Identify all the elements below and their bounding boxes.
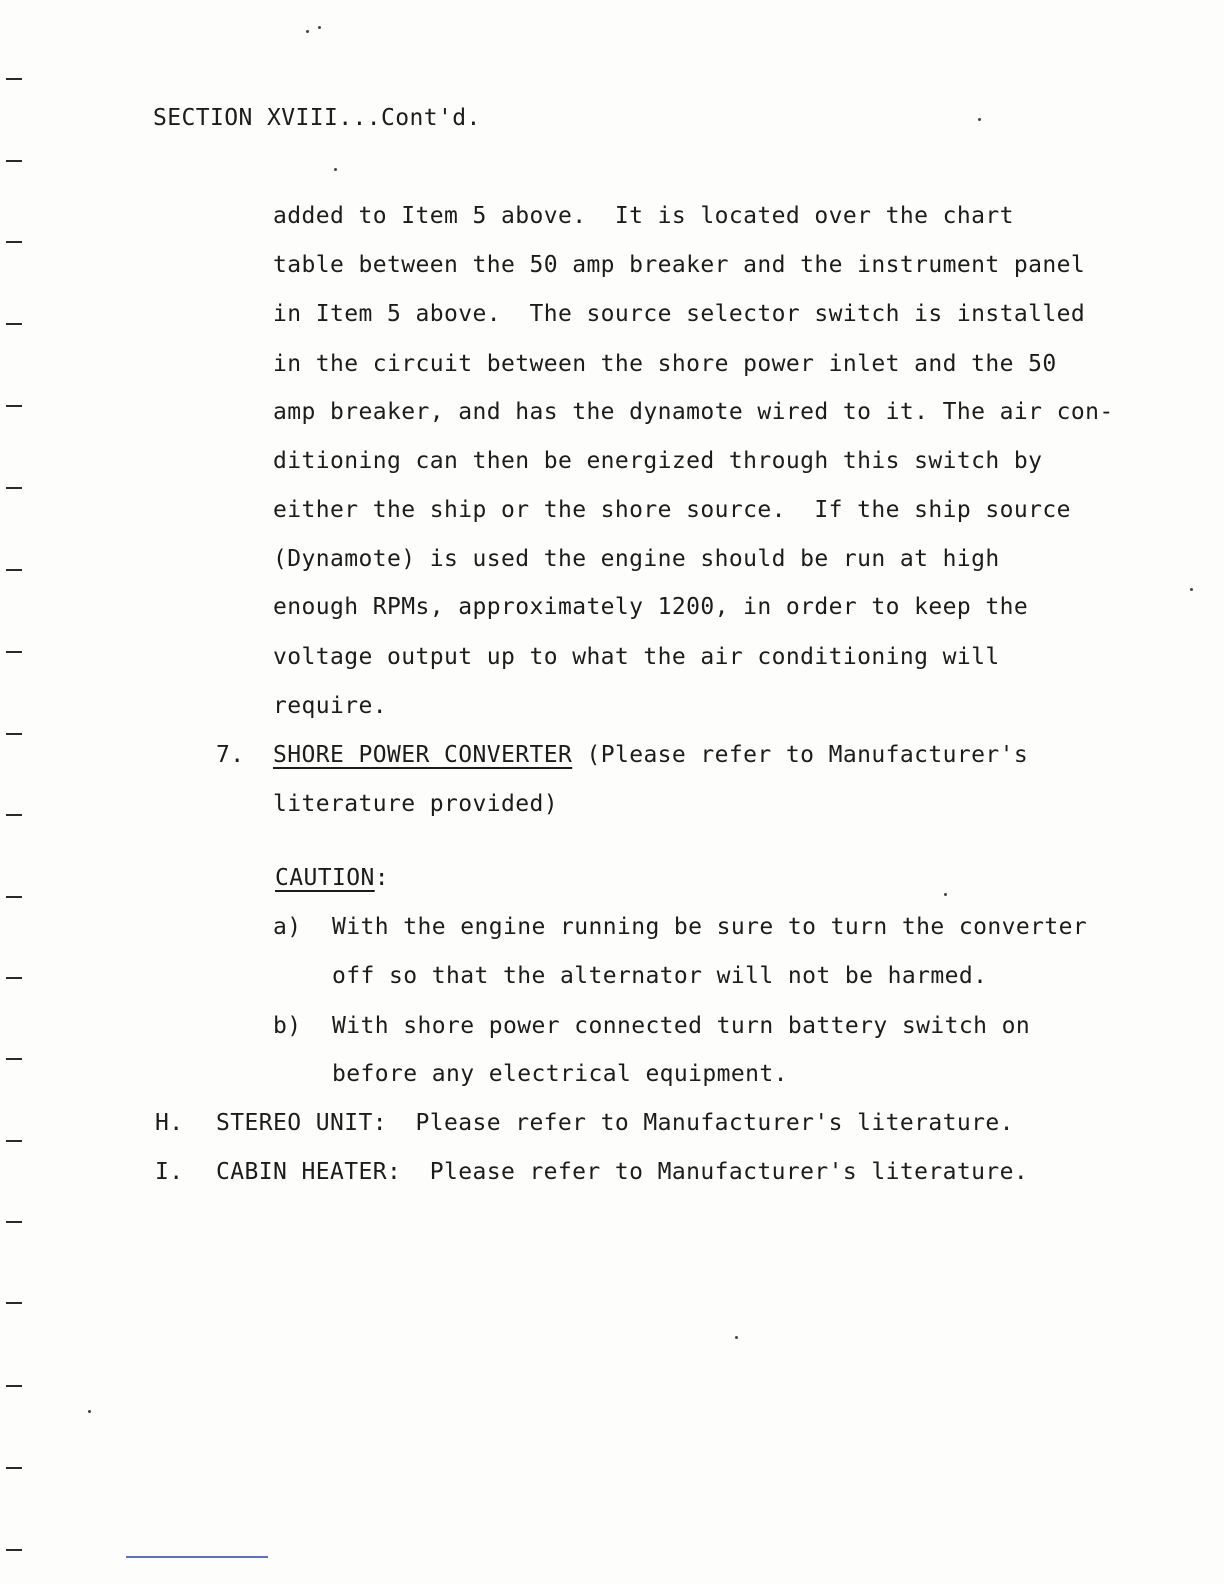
caution-b-line: With shore power connected turn battery switch on bbox=[332, 1013, 1031, 1039]
item-i-marker: I. bbox=[155, 1159, 184, 1185]
paragraph-line: ditioning can then be energized through this switch by bbox=[273, 448, 1043, 474]
margin-tick bbox=[6, 405, 22, 407]
caution-label: CAUTION bbox=[275, 865, 375, 891]
margin-tick bbox=[6, 1058, 22, 1060]
margin-tick bbox=[6, 160, 22, 162]
caution-heading bbox=[275, 864, 389, 892]
paragraph-line: table between the 50 amp breaker and the instrument panel bbox=[273, 252, 1086, 278]
margin-tick bbox=[6, 78, 22, 80]
paragraph-line: (Dynamote) is used the engine should be run at high bbox=[273, 546, 1000, 572]
margin-tick bbox=[6, 1221, 22, 1223]
margin-tick bbox=[6, 1467, 22, 1469]
scan-speck bbox=[735, 1336, 738, 1339]
footnote-rule bbox=[126, 1556, 268, 1558]
paragraph-line: amp breaker, and has the dynamote wired to it. The air con- bbox=[273, 399, 1114, 425]
scan-speck bbox=[978, 118, 981, 121]
caution-colon: : bbox=[374, 865, 389, 891]
margin-tick bbox=[6, 569, 22, 571]
caution-a-line: With the engine running be sure to turn the converter bbox=[332, 914, 1088, 940]
scan-speck bbox=[944, 893, 947, 896]
item-h-marker: H. bbox=[155, 1110, 184, 1136]
margin-tick bbox=[6, 1549, 22, 1551]
caution-b-marker: b) bbox=[273, 1013, 302, 1039]
margin-tick bbox=[6, 241, 22, 243]
scan-speck bbox=[318, 26, 321, 29]
paragraph-line: in Item 5 above. The source selector switch is installed bbox=[273, 301, 1086, 327]
margin-tick bbox=[6, 487, 22, 489]
margin-tick bbox=[6, 1140, 22, 1142]
item-7-number: 7. bbox=[216, 742, 245, 768]
scan-speck bbox=[1190, 588, 1193, 591]
paragraph-line: added to Item 5 above. It is located over the chart bbox=[273, 203, 1014, 229]
section-title: SECTION XVIII...Cont'd. bbox=[153, 105, 481, 131]
margin-tick bbox=[6, 1302, 22, 1304]
margin-tick bbox=[6, 896, 22, 898]
item-i-text: CABIN HEATER: Please refer to Manufacturer's literature. bbox=[216, 1159, 1029, 1185]
paragraph-line: require. bbox=[273, 693, 387, 719]
item-7-text: (Please refer to Manufacturer's bbox=[572, 742, 1029, 768]
scan-speck bbox=[88, 1410, 91, 1413]
margin-tick bbox=[6, 814, 22, 816]
margin-tick bbox=[6, 977, 22, 979]
paragraph-line: in the circuit between the shore power inlet and the 50 bbox=[273, 351, 1057, 377]
item-7-line bbox=[273, 741, 1028, 769]
margin-tick bbox=[6, 733, 22, 735]
item-7-title: SHORE POWER CONVERTER bbox=[273, 742, 573, 768]
item-h-text: STEREO UNIT: Please refer to Manufacturer's literature. bbox=[216, 1110, 1014, 1136]
scan-speck bbox=[306, 30, 309, 33]
paragraph-line: enough RPMs, approximately 1200, in order to keep the bbox=[273, 594, 1029, 620]
paragraph-line: either the ship or the shore source. If the ship source bbox=[273, 497, 1071, 523]
caution-a-marker: a) bbox=[273, 914, 302, 940]
margin-tick bbox=[6, 1385, 22, 1387]
paragraph-line: voltage output up to what the air conditioning will bbox=[273, 644, 1000, 670]
margin-tick bbox=[6, 651, 22, 653]
item-7-text-line2: literature provided) bbox=[273, 791, 558, 817]
scan-speck bbox=[334, 168, 337, 171]
caution-a-line: off so that the alternator will not be harmed. bbox=[332, 963, 988, 989]
caution-b-line: before any electrical equipment. bbox=[332, 1061, 788, 1087]
margin-tick bbox=[6, 323, 22, 325]
